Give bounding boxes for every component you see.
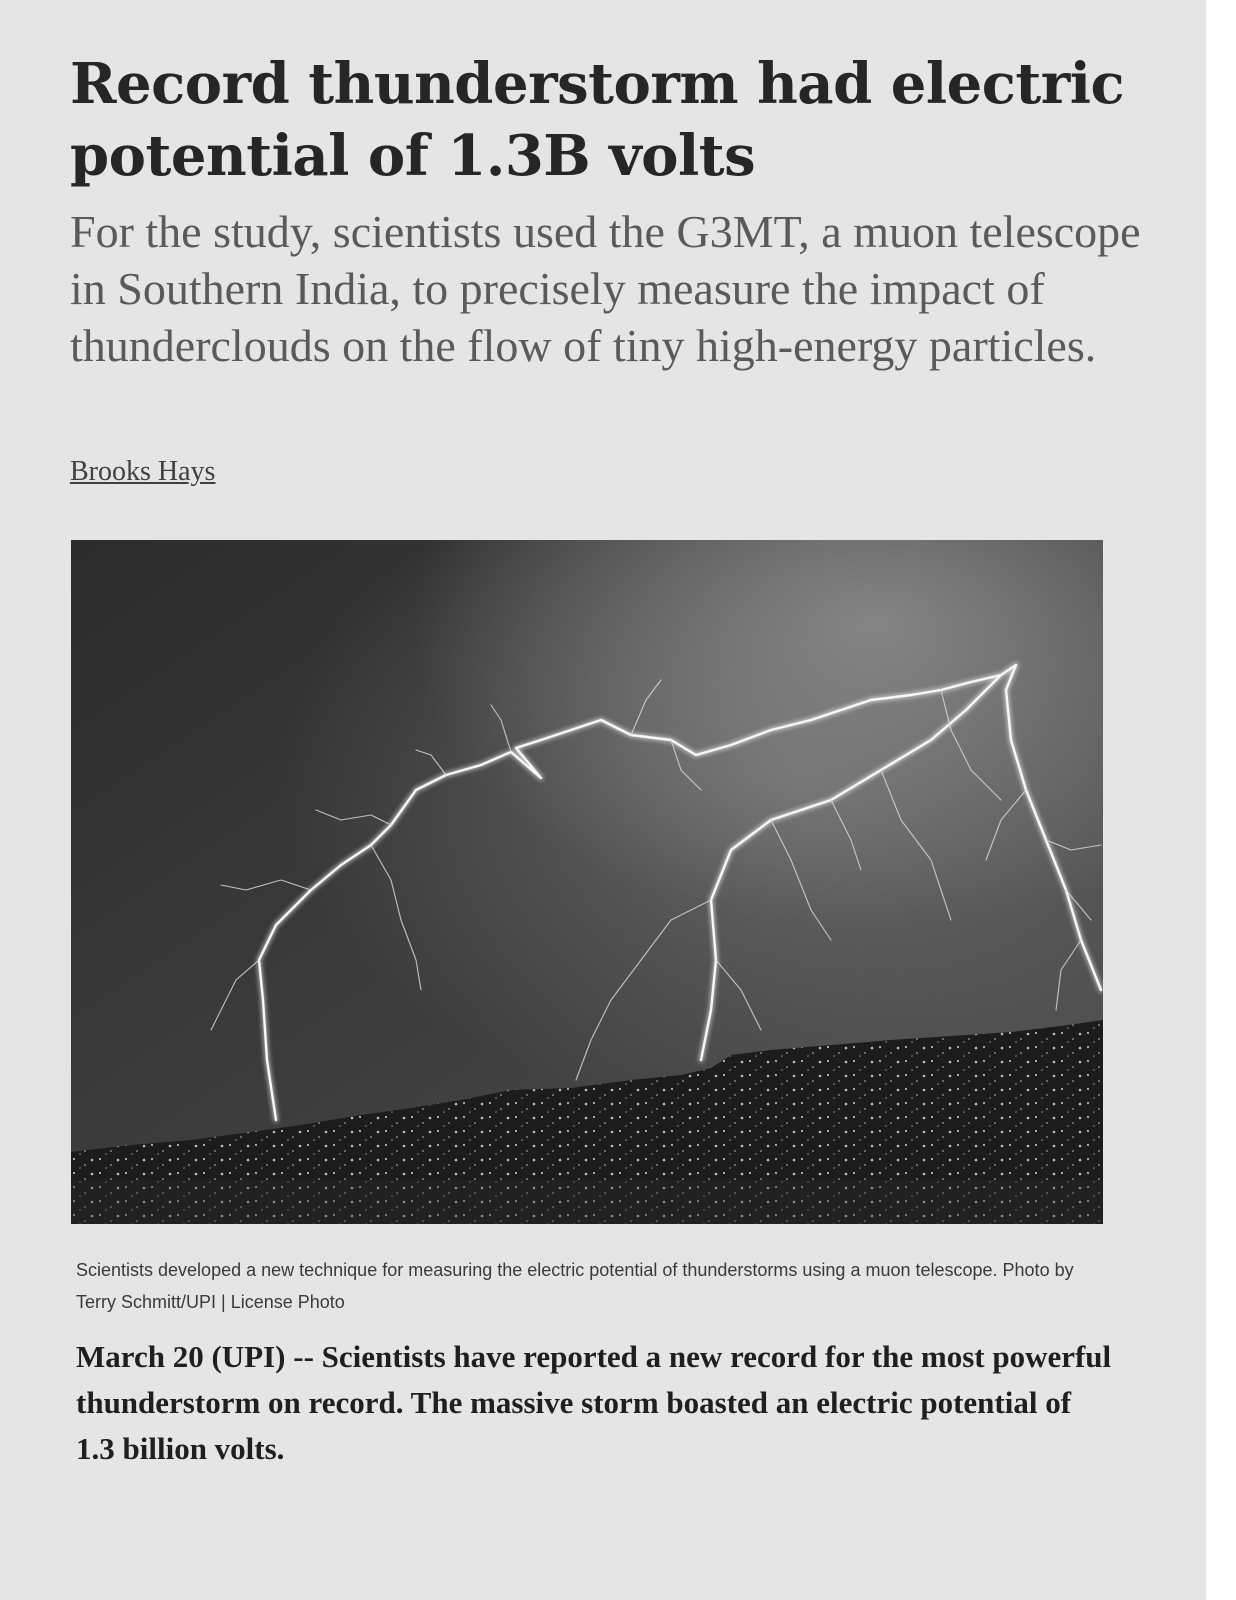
page-edge: [1206, 0, 1236, 1600]
article-subheadline: For the study, scientists used the G3MT, a muon telescope in Southern India, to precisely measure the impact of thunderclouds on the flow of tiny high-energy particles.: [70, 206, 1141, 371]
article-headline: Record thunderstorm had electric potential of 1.3B volts: [70, 51, 1125, 189]
author-link[interactable]: Brooks Hays: [70, 456, 216, 487]
caption-text: Scientists developed a new technique for measuring the electric potential of thunderstorms using a muon telescope. Photo by Terry Schmitt/UPI |: [76, 1260, 1074, 1312]
license-photo-link[interactable]: License Photo: [230, 1292, 345, 1312]
article-lede: March 20 (UPI) -- Scientists have reported a new record for the most powerful thunderstorm on record. The massive storm boasted an electric potential of 1.3 billion volts.: [76, 1339, 1112, 1466]
photo-caption: [76, 1254, 1116, 1318]
lightning-photo[interactable]: [71, 540, 1103, 1224]
